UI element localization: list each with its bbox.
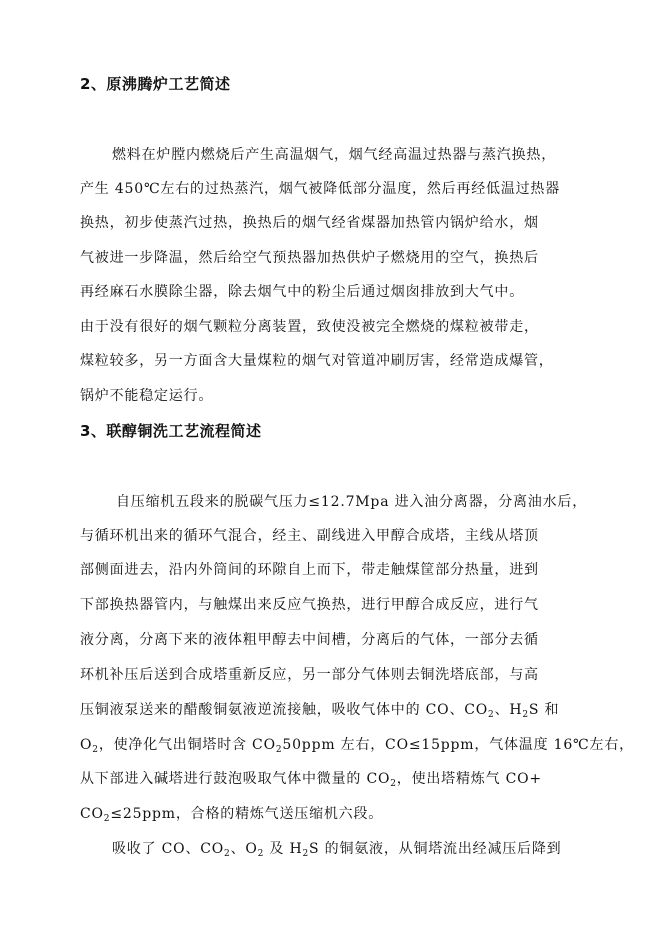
- paragraph-line: 换热，初步使蒸汽过热，换热后的烟气经省煤器加热管内锅炉给水，烟: [80, 215, 539, 231]
- subscript: 2: [488, 710, 495, 720]
- text-segment: ≤25ppm，合格的精炼气送压缩机六段。: [110, 806, 384, 822]
- subscript: 2: [275, 745, 283, 755]
- text-segment: 吸收了 CO、CO: [112, 841, 225, 857]
- text-segment: CO: [80, 806, 104, 822]
- paragraph-line: 燃料在炉膛内燃烧后产生高温烟气，烟气经高温过热器与蒸汽换热，: [112, 147, 556, 163]
- text-segment: O: [80, 737, 93, 753]
- subscript: 2: [224, 849, 231, 859]
- subscript: 2: [257, 849, 265, 859]
- paragraph-line: 产生 450℃左右的过热蒸汽，烟气被降低部分温度，然后再经低温过热器: [80, 181, 561, 197]
- paragraph-line: 部侧面进去，沿内外筒间的环隙自上而下，带走触煤筐部分热量，进到: [80, 562, 539, 578]
- text-segment: 、O: [230, 841, 258, 857]
- text-segment: 及 H: [264, 841, 303, 857]
- text-segment: S 和: [528, 702, 560, 718]
- subscript: 2: [302, 849, 310, 859]
- paragraph-line: [112, 838, 561, 858]
- section-heading-2: 2、原沸腾炉工艺简述: [80, 75, 231, 93]
- text-segment: ，使出塔精炼气 CO+: [396, 771, 542, 787]
- paragraph-line: 自压缩机五段来的脱碳气压力≤12.7Mpa 进入油分离器，分离油水后，: [116, 494, 587, 510]
- paragraph-line: [80, 699, 559, 719]
- text-segment: S 的铜氨液，从铜塔流出经减压后降到: [309, 841, 562, 857]
- subscript: 2: [522, 710, 529, 720]
- paragraph-line: 环机补压后送到合成塔重新反应，另一部分气体则去铜洗塔底部，与高: [80, 667, 539, 683]
- paragraph-line: 与循环机出来的循环气混合，经主、副线进入甲醇合成塔，主线从塔顶: [80, 528, 539, 544]
- paragraph-line: [80, 768, 542, 788]
- section-heading-3: 3、联醇铜洗工艺流程简述: [80, 422, 262, 440]
- paragraph-line: 气被进一步降温，然后给空气预热器加热供炉子燃烧用的空气，换热后: [80, 250, 539, 266]
- text-segment: ，使净化气出铜塔时含 CO: [98, 737, 276, 753]
- text-segment: 、H: [494, 702, 523, 718]
- paragraph-line: 再经麻石水膜除尘器，除去烟气中的粉尘后通过烟囱排放到大气中。: [80, 284, 524, 300]
- paragraph-line: [80, 803, 383, 823]
- paragraph-line: 下部换热器管内，与触煤出来反应气换热，进行甲醇合成反应，进行气: [80, 597, 539, 613]
- paragraph-line: 煤粒较多，另一方面含大量煤粒的烟气对管道冲刷厉害，经常造成爆管，: [80, 353, 554, 369]
- paragraph-line: 锅炉不能稳定运行。: [80, 388, 214, 404]
- subscript: 2: [103, 814, 111, 824]
- paragraph-line: 液分离，分离下来的液体粗甲醇去中间槽，分离后的气体，一部分去循: [80, 632, 539, 648]
- text-segment: 压铜液泵送来的醋酸铜氨液逆流接触，吸收气体中的 CO、CO: [80, 702, 489, 718]
- text-segment: 从下部进入碱塔进行鼓泡吸取气体中微量的 CO: [80, 771, 391, 787]
- paragraph-line: 由于没有很好的烟气颗粒分离装置，致使没被完全燃烧的煤粒被带走，: [80, 319, 539, 335]
- subscript: 2: [390, 779, 397, 789]
- text-segment: 50ppm 左右，CO≤15ppm，气体温度 16℃左右，: [282, 737, 634, 753]
- paragraph-line: [80, 734, 634, 754]
- subscript: 2: [92, 745, 99, 755]
